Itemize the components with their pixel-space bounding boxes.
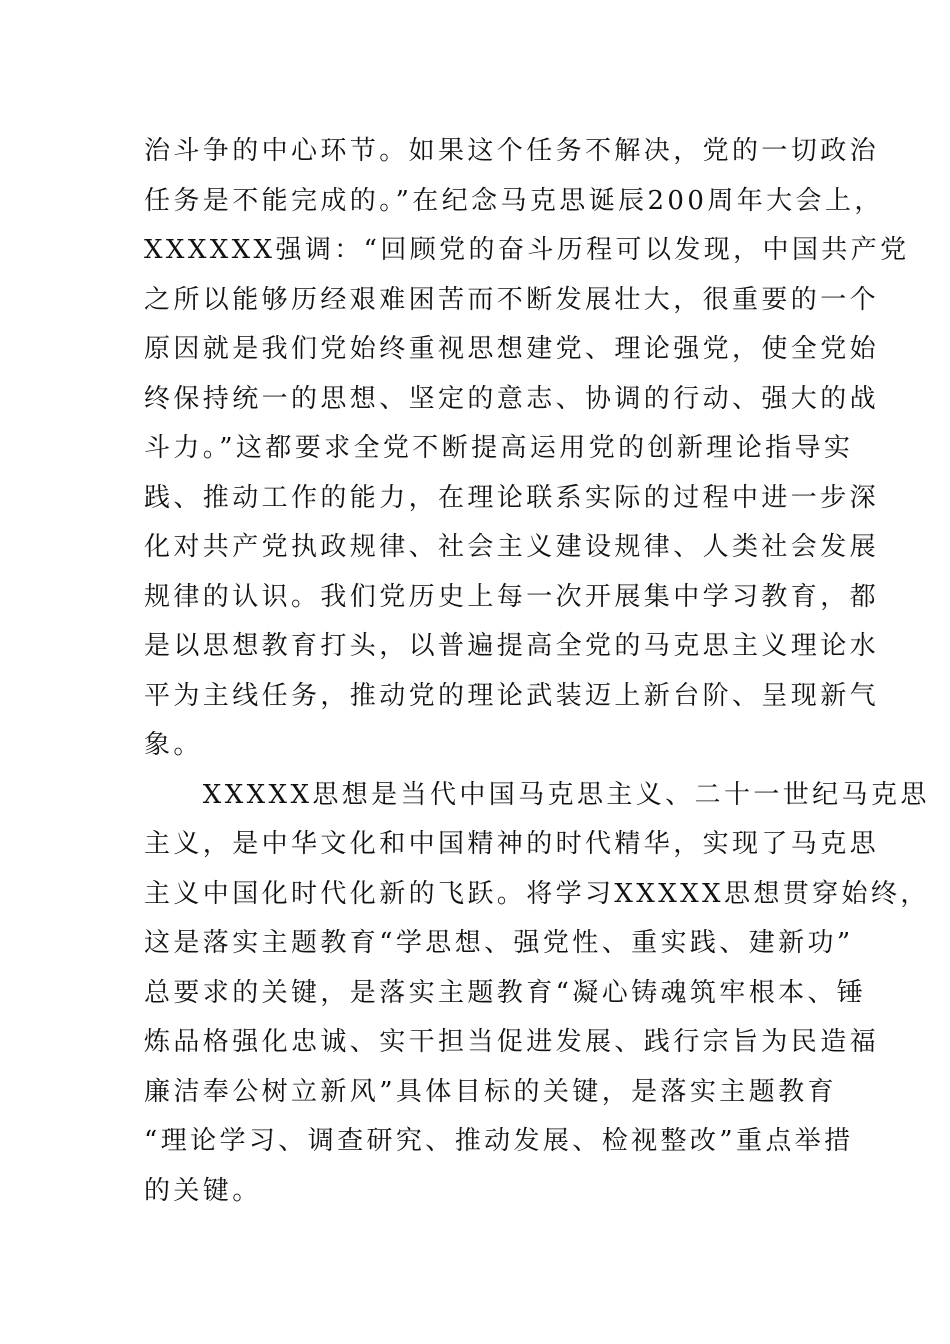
text-line: 总要求的关键，是落实主题教育“凝心铸魂筑牢根本、锤 — [144, 977, 867, 1008]
text-line: 原因就是我们党始终重视思想建党、理论强党，使全党始 — [144, 334, 880, 364]
text-line: XXXXXX强调：“回顾党的奋斗历程可以发现，中国共产党 — [144, 235, 910, 265]
text-line: 这是落实主题教育“学思想、强党性、重实践、建新功” — [144, 928, 854, 958]
text-line: 主义，是中华文化和中国精神的时代精华，实现了马克思 — [144, 829, 880, 859]
text-line: 炼品格强化忠诚、实干担当促进发展、践行宗旨为民造福 — [144, 1027, 880, 1057]
text-line: 任务是不能完成的。”在纪念马克思诞辰200周年大会上， — [144, 185, 884, 216]
text-line: 的关键。 — [144, 1175, 262, 1206]
text-line: 廉洁奉公树立新风”具体目标的关键，是落实主题教育 — [144, 1076, 837, 1107]
text-line: XXXXX思想是当代中国马克思主义、二十一世纪马克思 — [144, 779, 930, 810]
text-line: 治斗争的中心环节。如果这个任务不解决，党的一切政治 — [144, 136, 880, 166]
text-line: 主义中国化时代化新的飞跃。将学习XXXXX思想贯穿始终， — [144, 878, 930, 909]
text-line: 平为主线任务，推动党的理论武装迈上新台阶、呈现新气 — [144, 680, 880, 711]
text-line: 化对共产党执政规律、社会主义建设规律、人类社会发展 — [144, 532, 880, 562]
text-line: 之所以能够历经艰难困苦而不断发展壮大，很重要的一个 — [144, 284, 880, 315]
text-line: 终保持统一的思想、坚定的意志、协调的行动、强大的战 — [144, 383, 880, 414]
document-body — [144, 127, 930, 1216]
text-line: 践、推动工作的能力，在理论联系实际的过程中进一步深 — [144, 482, 880, 513]
text-line: 斗力。”这都要求全党不断提高运用党的创新理论指导实 — [144, 433, 854, 463]
text-line: 象。 — [144, 730, 203, 760]
text-line: 是以思想教育打头，以普遍提高全党的马克思主义理论水 — [144, 631, 880, 661]
text-line: 规律的认识。我们党历史上每一次开展集中学习教育，都 — [144, 581, 880, 612]
text-line: “理论学习、调查研究、推动发展、检视整改”重点举措 — [144, 1126, 854, 1156]
